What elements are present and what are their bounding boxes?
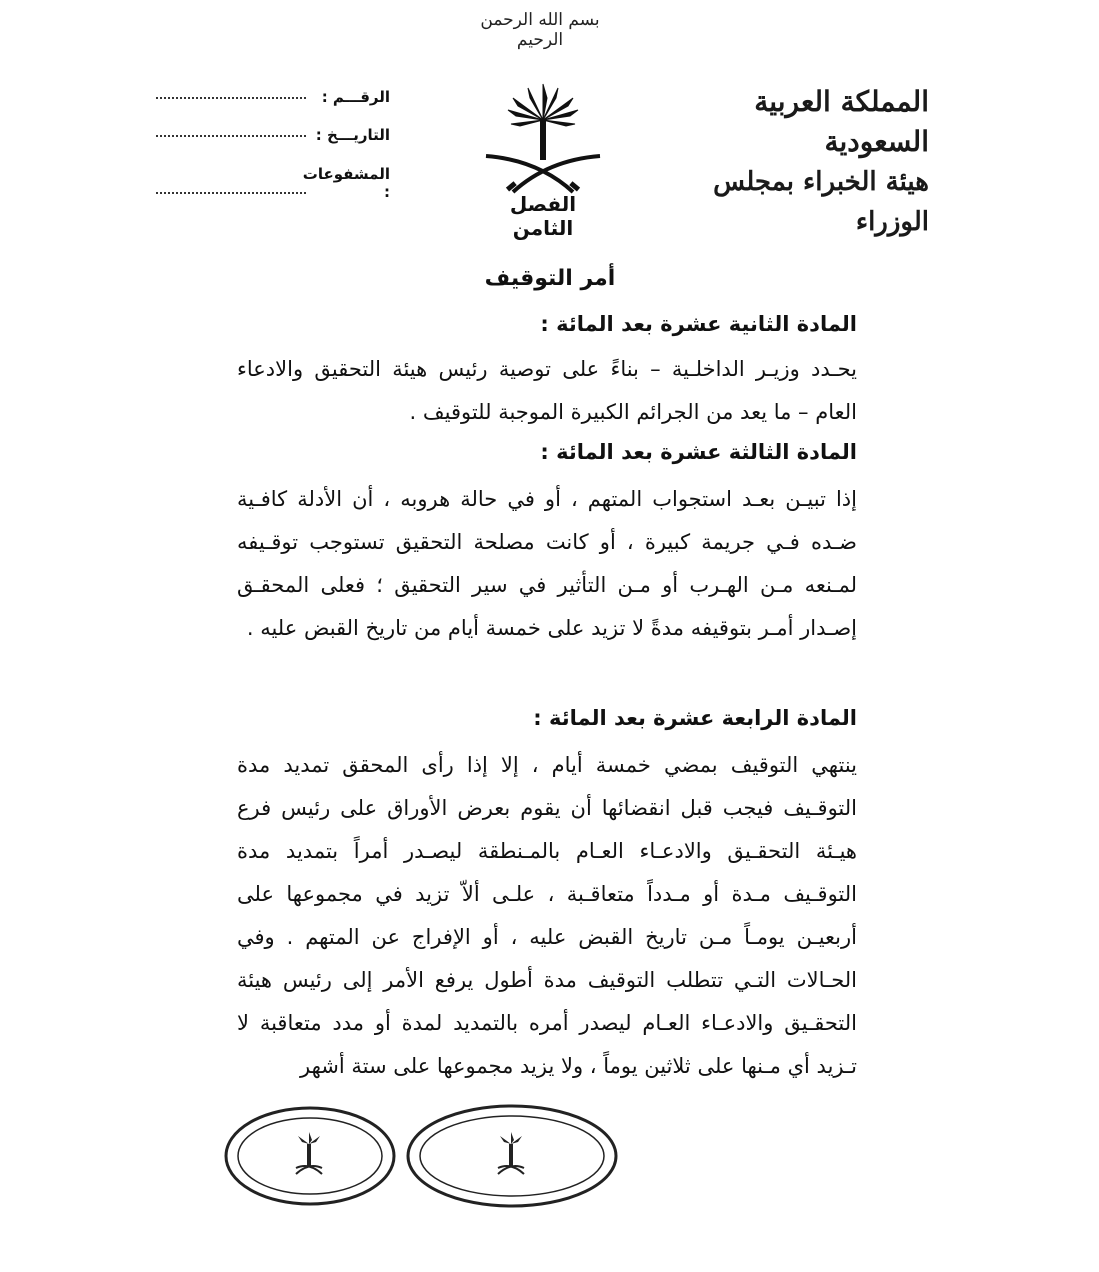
date-field: [140, 126, 390, 144]
article-heading: المادة الرابعة عشرة بعد المائة :: [533, 706, 857, 730]
attachments-dots: [156, 191, 306, 194]
letterhead: [669, 82, 929, 242]
article-body: ينتهي التوقيف بمضي خمسة أيام ، إلا إذا رأى المحقق تمديد مدة التوقـيف فيجب قبل انقضائها أن يقوم بعرض الأوراق على رئيس فرع هيـئة التحقـيق والادعـاء العـام بالمـنطقة ليصـدر أمراً بتمديد مدة التوقـيف مـدة أو مـدداً متعاقـبة ، علـى ألاّ تزيد في مجموعها على أربعيـن يومـاً مـن تاريخ القبض عليه ، أو الإفراج عن المتهم . وفي الحـالات التـي تتطلب التوقيف مدة أطول يرفع الأمر إلى رئيس هيئة التحقـيق والادعـاء العـام ليصدر أمره بالتمديد لمدة أو مدد متعاقبة لا تـزيد أي مـنها على ثلاثين يوماً ، ولا يزيد مجموعها على ستة أشهر: [237, 753, 857, 1078]
authority-name: هيئة الخبراء بمجلس الوزراء: [713, 167, 929, 237]
article-heading: المادة الثالثة عشرة بعد المائة :: [540, 440, 857, 464]
date-label: التاريـــخ :: [315, 126, 390, 144]
kingdom-name: المملكة العربية السعودية: [754, 85, 929, 158]
official-seals: [222, 1102, 622, 1212]
article-heading: المادة الثانية عشرة بعد المائة :: [540, 312, 857, 336]
palm-swords-emblem: [478, 80, 608, 200]
chapter-label: الفصل الثامن: [509, 192, 577, 240]
article-body: يحـدد وزيـر الداخلـية – بناءً على توصية رئيس هيئة التحقيق والادعاء العام – ما يعد من الجرائم الكبيرة الموجبة للتوقيف .: [237, 357, 857, 424]
article-body: إذا تبيـن بعـد استجواب المتهم ، أو في حالة هروبه ، أن الأدلة كافـية ضـده فـي جريمة كبيرة ، أو كانت مصلحة التحقيق تستوجب توقـيفه لمـنعه مـن الهـرب أو مـن التأثير في سير التحقيق ؛ فعلى المحقـق إصـدار أمـر بتوقيفه مدةً لا تزيد على خمسة أيام من تاريخ القبض عليه .: [237, 487, 857, 640]
number-field: [140, 88, 390, 106]
attachments-field: [140, 165, 390, 201]
number-dots: [156, 96, 306, 99]
document-title: أمر التوقيف: [484, 266, 616, 291]
basmala: بسم الله الرحمن الرحيم: [480, 10, 600, 50]
attachments-label: المشفوعات :: [302, 165, 390, 201]
number-label: الرقـــم :: [321, 88, 390, 106]
date-dots: [156, 134, 306, 137]
